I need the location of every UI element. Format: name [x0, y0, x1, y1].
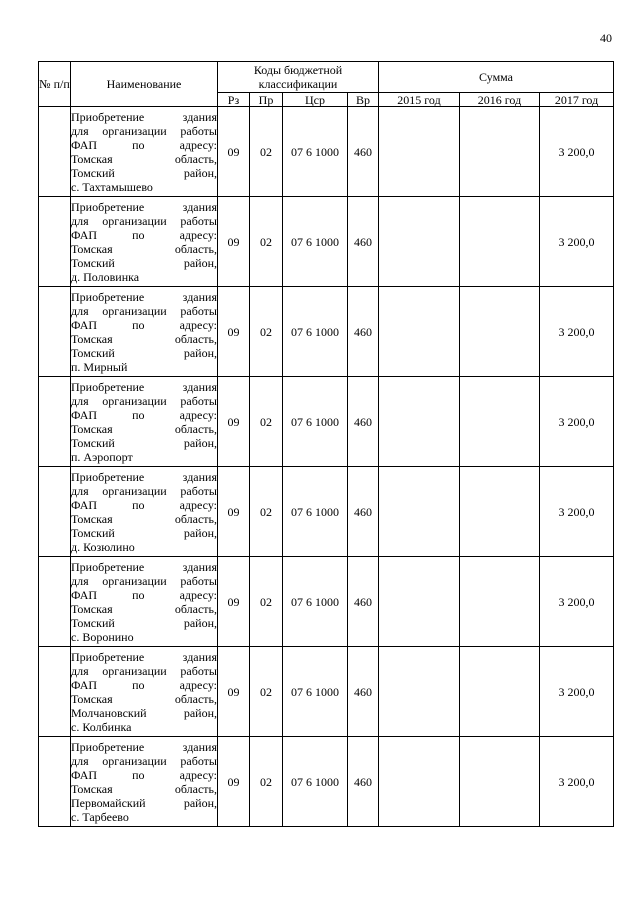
row-name-line: ФАП по адресу:	[71, 677, 217, 692]
row-name-line: ФАП по адресу:	[71, 587, 217, 602]
row-name-line: п. Мирный	[71, 359, 128, 374]
row-name-line: для организации работы	[71, 303, 217, 318]
row-name-line: ФАП по адресу:	[71, 407, 217, 422]
row-2015	[379, 107, 460, 197]
row-2017: 3 200,0	[540, 557, 614, 647]
row-vr: 460	[348, 557, 379, 647]
header-2016: 2016 год	[460, 93, 540, 107]
row-name	[71, 467, 218, 557]
row-name-line: Первомайский район,	[71, 795, 217, 810]
row-number	[39, 107, 71, 197]
row-csr: 07 6 1000	[283, 557, 348, 647]
row-2017: 3 200,0	[540, 287, 614, 377]
row-csr: 07 6 1000	[283, 467, 348, 557]
row-number	[39, 287, 71, 377]
row-name-line: для организации работы	[71, 483, 217, 498]
row-pr: 02	[250, 647, 283, 737]
row-pr: 02	[250, 107, 283, 197]
row-rz: 09	[218, 107, 250, 197]
row-2015	[379, 647, 460, 737]
row-name-line: Томский район,	[71, 615, 217, 630]
row-name-line: д. Козюлино	[71, 539, 135, 554]
row-rz: 09	[218, 287, 250, 377]
row-name-line: с. Колбинка	[71, 719, 132, 734]
header-2015: 2015 год	[379, 93, 460, 107]
row-2016	[460, 377, 540, 467]
table-body	[39, 107, 614, 827]
row-2016	[460, 647, 540, 737]
row-name	[71, 377, 218, 467]
table-row	[39, 197, 614, 287]
row-2017: 3 200,0	[540, 467, 614, 557]
row-name-line: д. Половинка	[71, 269, 140, 284]
row-name-line: Приобретение здания	[71, 469, 217, 484]
row-name-line: Томский район,	[71, 345, 217, 360]
table-row	[39, 377, 614, 467]
row-2016	[460, 737, 540, 827]
row-csr: 07 6 1000	[283, 647, 348, 737]
row-name-line: Томский район,	[71, 255, 217, 270]
row-name-line: Приобретение здания	[71, 379, 217, 394]
row-name-line: Приобретение здания	[71, 739, 217, 754]
row-vr: 460	[348, 467, 379, 557]
budget-table	[38, 61, 614, 827]
row-name-line: Томская область,	[71, 151, 217, 166]
row-name-line: с. Тахтамышево	[71, 179, 153, 194]
row-name-line: для организации работы	[71, 123, 217, 138]
row-name-line: для организации работы	[71, 213, 217, 228]
row-csr: 07 6 1000	[283, 737, 348, 827]
row-name	[71, 647, 218, 737]
table-row	[39, 737, 614, 827]
header-csr: Цср	[283, 93, 348, 107]
row-pr: 02	[250, 557, 283, 647]
row-name-line: Молчановский район,	[71, 705, 217, 720]
header-codes: Коды бюджетной классификации	[218, 62, 379, 93]
row-name-line: для организации работы	[71, 573, 217, 588]
row-vr: 460	[348, 737, 379, 827]
row-rz: 09	[218, 737, 250, 827]
row-vr: 460	[348, 197, 379, 287]
table-header	[39, 62, 614, 107]
row-name-line: Томская область,	[71, 331, 217, 346]
row-2015	[379, 197, 460, 287]
row-name-line: для организации работы	[71, 753, 217, 768]
row-name-line: Приобретение здания	[71, 559, 217, 574]
header-name: Наименование	[71, 62, 218, 107]
row-pr: 02	[250, 377, 283, 467]
row-vr: 460	[348, 647, 379, 737]
header-num: № п/п	[39, 62, 71, 107]
row-pr: 02	[250, 287, 283, 377]
row-name	[71, 287, 218, 377]
table-row	[39, 557, 614, 647]
row-rz: 09	[218, 377, 250, 467]
row-csr: 07 6 1000	[283, 377, 348, 467]
row-name-line: ФАП по адресу:	[71, 137, 217, 152]
row-vr: 460	[348, 107, 379, 197]
row-name-line: ФАП по адресу:	[71, 227, 217, 242]
row-rz: 09	[218, 647, 250, 737]
row-number	[39, 467, 71, 557]
row-name-line: с. Воронино	[71, 629, 134, 644]
row-name-line: Томская область,	[71, 601, 217, 616]
row-number	[39, 737, 71, 827]
row-2015	[379, 377, 460, 467]
row-name-line: ФАП по адресу:	[71, 767, 217, 782]
header-2017: 2017 год	[540, 93, 614, 107]
row-2016	[460, 107, 540, 197]
row-vr: 460	[348, 377, 379, 467]
row-csr: 07 6 1000	[283, 107, 348, 197]
row-name-line: Томская область,	[71, 511, 217, 526]
row-number	[39, 377, 71, 467]
header-pr: Пр	[250, 93, 283, 107]
row-name-line: ФАП по адресу:	[71, 497, 217, 512]
row-rz: 09	[218, 467, 250, 557]
row-csr: 07 6 1000	[283, 197, 348, 287]
row-vr: 460	[348, 287, 379, 377]
row-name-line: Томская область,	[71, 781, 217, 796]
row-2015	[379, 467, 460, 557]
row-name-line: Приобретение здания	[71, 649, 217, 664]
row-2017: 3 200,0	[540, 377, 614, 467]
row-2017: 3 200,0	[540, 737, 614, 827]
row-name-line: Приобретение здания	[71, 109, 217, 124]
row-name	[71, 107, 218, 197]
row-name	[71, 737, 218, 827]
row-csr: 07 6 1000	[283, 287, 348, 377]
row-name-line: ФАП по адресу:	[71, 317, 217, 332]
table-row	[39, 287, 614, 377]
row-pr: 02	[250, 197, 283, 287]
table-row	[39, 467, 614, 557]
row-name-line: Томская область,	[71, 241, 217, 256]
row-rz: 09	[218, 557, 250, 647]
row-number	[39, 197, 71, 287]
row-name-line: Томский район,	[71, 165, 217, 180]
row-name-line: Томский район,	[71, 435, 217, 450]
table-row	[39, 647, 614, 737]
table-row	[39, 107, 614, 197]
row-2016	[460, 557, 540, 647]
row-pr: 02	[250, 467, 283, 557]
row-name-line: Приобретение здания	[71, 289, 217, 304]
row-number	[39, 557, 71, 647]
row-2017: 3 200,0	[540, 107, 614, 197]
row-name-line: с. Тарбеево	[71, 809, 129, 824]
row-name-line: Томский район,	[71, 525, 217, 540]
row-name-line: п. Аэропорт	[71, 449, 133, 464]
page-number: 40	[600, 31, 612, 45]
row-2015	[379, 737, 460, 827]
row-2015	[379, 287, 460, 377]
row-rz: 09	[218, 197, 250, 287]
header-rz: Рз	[218, 93, 250, 107]
row-2017: 3 200,0	[540, 197, 614, 287]
row-number	[39, 647, 71, 737]
row-2015	[379, 557, 460, 647]
row-name-line: Приобретение здания	[71, 199, 217, 214]
header-vr: Вр	[348, 93, 379, 107]
row-2017: 3 200,0	[540, 647, 614, 737]
row-2016	[460, 467, 540, 557]
row-name	[71, 557, 218, 647]
row-name	[71, 197, 218, 287]
row-2016	[460, 197, 540, 287]
row-2016	[460, 287, 540, 377]
row-name-line: для организации работы	[71, 393, 217, 408]
row-name-line: Томская область,	[71, 691, 217, 706]
row-name-line: Томская область,	[71, 421, 217, 436]
header-sum: Сумма	[379, 62, 614, 93]
row-name-line: для организации работы	[71, 663, 217, 678]
row-pr: 02	[250, 737, 283, 827]
